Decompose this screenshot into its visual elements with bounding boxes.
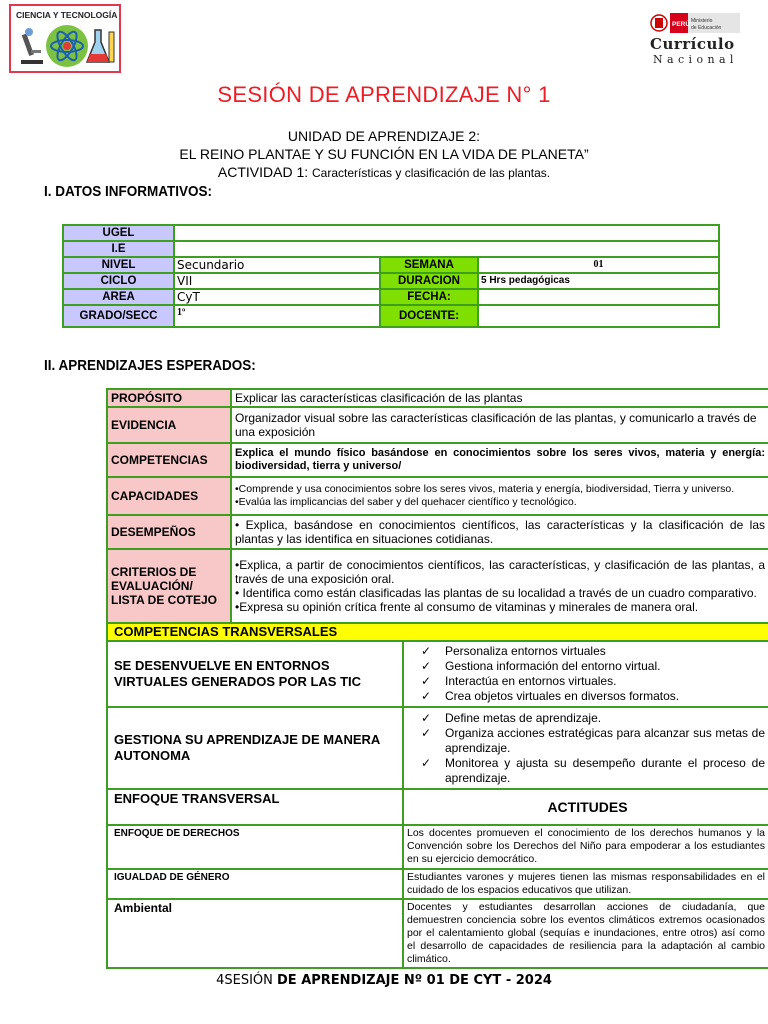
section-aprendizajes-heading: II. APRENDIZAJES ESPERADOS: [44,357,256,374]
list-item: ✓ Define metas de aprendizaje. [421,710,602,725]
grado-value: 1º [174,305,380,327]
desempenos-label: DESEMPEÑOS [107,515,231,549]
semana-value: 01 [478,257,719,273]
peru-text: PERÚ [672,21,691,28]
unit-name: EL REINO PLANTAE Y SU FUNCIÓN EN LA VIDA DE PLANETA” [179,146,589,162]
curriculo-nacional-logo [650,12,750,70]
ambiental-label: Ambiental [107,899,403,968]
check-icon: ✓ [421,659,432,673]
ugel-label: UGEL [63,225,174,241]
activity-prefix: ACTIVIDAD 1: [217,164,313,180]
curriculo-text: Currículo [650,35,735,53]
microscope-icon [21,28,43,64]
fecha-label: FECHA: [380,289,478,305]
check-icon: ✓ [421,725,432,740]
unit-line: UNIDAD DE APRENDIZAJE 2: [287,128,481,144]
duracion-value: 5 Hrs pedagógicas [478,273,719,289]
grado-label: GRADO/SECC [63,305,174,327]
fecha-value [478,289,719,305]
list-item: ✓ Monitorea y ajusta su desempeño durante el proceso de aprendizaje. [421,755,765,785]
duracion-label: DURACION [380,273,478,289]
svg-text:Ministerio: Ministerio [691,18,713,24]
ciclo-label: CICLO [63,273,174,289]
capacidad-item: •Evalúa las implicancias del saber y del quehacer científico y tecnológico. [235,496,577,508]
list-item: ✓ Personaliza entornos virtuales [421,644,606,658]
enfoque-heading: ENFOQUE TRANSVERSAL [107,789,403,825]
proposito-label: PROPÓSITO [107,389,231,407]
docente-value [478,305,719,327]
nivel-label: NIVEL [63,257,174,273]
criterio-item: •Expresa su opinión crítica frente al consumo de vitaminas y minerales de manera oral. [235,600,699,614]
capacidades-label: CAPACIDADES [107,477,231,515]
nivel-value: Secundario [174,257,380,273]
check-icon: ✓ [421,710,432,725]
tic-items [403,641,768,707]
aprendizajes-table [106,388,768,969]
derechos-text: Los docentes promueven el conocimiento de los derechos humanos y la Convención sobre los Derechos del Niño para empoderar a los estudiantes en su ejercicio democrático. [403,825,768,869]
area-label: AREA [63,289,174,305]
criterio-item: • Identifica como están clasificadas las plantas de su localidad a través de un cuadro comparativo. [235,586,757,600]
flask-icon [87,30,114,62]
peru-shield-icon [650,12,746,34]
genero-label: IGUALDAD DE GÉNERO [107,869,403,899]
area-value: CyT [174,289,380,305]
list-item: ✓ Crea objetos virtuales en diversos formatos. [421,689,680,703]
check-icon: ✓ [421,644,432,658]
capacidad-item: •Comprende y usa conocimientos sobre los seres vivos, materia y energía, biodiversidad, Tierra y universo. [235,483,735,495]
section-datos-heading: I. DATOS INFORMATIVOS: [44,183,213,200]
docente-label: DOCENTE: [380,305,478,327]
nacional-text: Nacional [653,53,738,66]
footer-prefix: 4SESIÓN [216,973,277,988]
ie-label: I.E [63,241,174,257]
criterios-value [231,549,768,623]
autonoma-items [403,707,768,789]
activity-line [0,164,768,180]
activity-text: Características y clasificación de las plantas. [312,166,551,180]
ie-value [174,241,719,257]
evidencia-value: Organizador visual sobre las características clasificación de las plantas, y comunicarlo a través de una exposición [231,407,768,443]
check-icon: ✓ [421,755,432,770]
list-item: ✓ Organiza acciones estratégicas para alcanzar sus metas de aprendizaje. [421,725,765,755]
ciencia-tecnologia-logo [9,4,121,73]
page-footer [0,973,768,988]
competencias-label: COMPETENCIAS [107,443,231,477]
datos-informativos-table [62,224,720,328]
svg-text:de Educación: de Educación [691,25,722,31]
ciclo-value: VII [174,273,380,289]
check-icon: ✓ [421,674,432,688]
page-title: SESIÓN DE APRENDIZAJE N° 1 [217,82,551,107]
logo-caption: CIENCIA Y TECNOLOGÍA [16,10,118,20]
proposito-value: Explicar las características clasificación de las plantas [231,389,768,407]
criterio-item: •Explica, a partir de conocimientos científicos, las características, y clasificación de las plantas, a través de una exposición oral. [235,558,765,586]
competencias-value: Explica el mundo físico basándose en conocimientos sobre los seres vivos, materia y energía: biodiversidad, tierra y universo/ [231,443,768,477]
tic-label: SE DESENVUELVE EN ENTORNOS VIRTUALES GENERADOS POR LAS TIC [107,641,403,707]
autonoma-label: GESTIONA SU APRENDIZAJE DE MANERA AUTONOMA [107,707,403,789]
derechos-label: ENFOQUE DE DERECHOS [107,825,403,869]
transversales-heading: COMPETENCIAS TRANSVERSALES [107,623,768,641]
list-item: ✓ Gestiona información del entorno virtual. [421,659,661,673]
ambiental-text: Docentes y estudiantes desarrollan acciones de ciudadanía, que demuestren conciencia sobre los eventos climáticos extremos ocasionados por el calentamiento global (sequías e inundaciones, entre otros) así como el desarrollo de capacidades de resiliencia para la adaptación al cambio climático. [403,899,768,968]
criterios-label: CRITERIOS DE EVALUACIÓN/ LISTA DE COTEJO [107,549,231,623]
footer-bold: DE APRENDIZAJE Nº 01 DE CYT - 2024 [277,973,552,988]
check-icon: ✓ [421,689,432,703]
capacidades-value [231,477,768,515]
ugel-value [174,225,719,241]
science-icons [17,22,117,70]
atom-icon [46,25,88,67]
genero-text: Estudiantes varones y mujeres tienen las mismas responsabilidades en el cuidado de los espacios educativos que utilizan. [403,869,768,899]
desempenos-value: • Explica, basándose en conocimientos científicos, las características y la clasificación de las plantas y las identifica en situaciones cotidianas. [231,515,768,549]
semana-label: SEMANA [380,257,478,273]
evidencia-label: EVIDENCIA [107,407,231,443]
actitudes-heading: ACTITUDES [403,789,768,825]
list-item: ✓ Interactúa en entornos virtuales. [421,674,617,688]
